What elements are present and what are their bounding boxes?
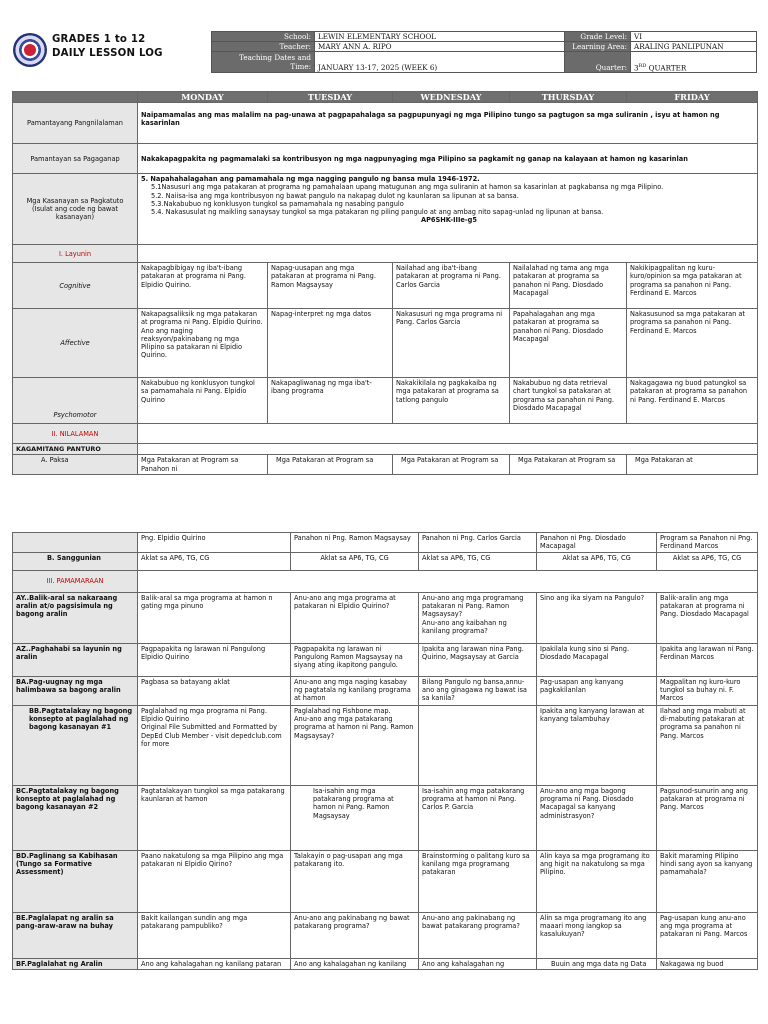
pagtatalakay2-monday: Pagtatalakayan tungkol sa mga patakarang kaunlaran at hamon xyxy=(138,786,291,851)
lesson-grid-page-1 xyxy=(12,91,758,475)
pagtatalakay2-thursday: Anu-ano ang mga bagong programa ni Pang. Diosdado Macapagal sa kanyang administrasyon? xyxy=(537,786,657,851)
teacher-label: Teacher: xyxy=(212,42,315,52)
day-tuesday: TUESDAY xyxy=(268,92,393,103)
affective-label: Affective xyxy=(13,309,138,378)
title-line-2: DAILY LESSON LOG xyxy=(52,48,163,59)
paksa-cont-monday: Png. Elpidio Quirino xyxy=(138,533,291,553)
row-paksa xyxy=(13,455,758,474)
pag-uugnay-friday: Magpalitan ng kuro-kuro tungkol sa buhay ni. F. Marcos xyxy=(657,677,758,706)
paghahabi-thursday: Ipakilala kung sino si Pang. Diosdado Macapagal xyxy=(537,644,657,677)
balik-aral-monday: Balik-aral sa mga programa at hamon n gating mga pinuno xyxy=(138,593,291,644)
row-paghahabi xyxy=(13,644,758,677)
balik-aral-thursday: Sino ang ika siyam na Pangulo? xyxy=(537,593,657,644)
paglinang-monday: Paano nakatulong sa mga Pilipino ang mga patakaran ni Elpidio Qirino? xyxy=(138,851,291,913)
row-balik-aral xyxy=(13,593,758,644)
cognitive-tuesday: Napag-uusapan ang mga patakaran at programa ni Pang. Ramon Magsaysay xyxy=(268,263,393,309)
cognitive-thursday: Nailalahad ng tama ang mga patakaran at programa sa panahon ni Pang. Diosdado Macapagal xyxy=(510,263,627,309)
row-pamantayan-sa-pagaganap xyxy=(13,144,758,174)
cognitive-monday: Nakapagbibigay ng iba't-ibang patakaran at programa ni Pang. Elpidio Quirino. xyxy=(138,263,268,309)
row-kagamitang xyxy=(13,444,758,455)
sanggunian-wednesday: Aklat sa AP6, TG, CG xyxy=(419,553,537,571)
affective-thursday: Papahalagahan ang mga patakaran at programa sa panahon ni Pang. Diosdado Macapagal xyxy=(510,309,627,378)
paksa-wednesday: Mga Patakaran at Program sa xyxy=(393,455,510,474)
row-paglinang xyxy=(13,851,758,913)
pp-label: Pamantayang Pangnilalaman xyxy=(13,103,138,144)
day-friday: FRIDAY xyxy=(627,92,758,103)
header-info-table xyxy=(211,31,757,73)
dates-value: JANUARY 13-17, 2025 (WEEK 6) xyxy=(315,52,565,73)
sanggunian-label: B. Sanggunian xyxy=(13,553,138,571)
school-label: School: xyxy=(212,32,315,42)
mk-content xyxy=(138,174,758,245)
affective-friday: Nakasusunod sa mga patakaran at programa sa panahon ni Pang. Ferdinand E. Marcos xyxy=(627,309,758,378)
row-paksa-continued xyxy=(13,533,758,553)
title-line-1: GRADES 1 to 12 xyxy=(52,34,146,45)
day-thursday: THURSDAY xyxy=(510,92,627,103)
layunin-label: I. Layunin xyxy=(13,245,138,263)
psychomotor-thursday: Nakabubuo ng data retrieval chart tungkol sa patakaran at programa sa panahon ni Pang. Diosdado Macapagal xyxy=(510,378,627,424)
row-label: BD.Paglinang sa Kabihasan (Tungo sa Formative Assessment) xyxy=(13,851,138,913)
row-sanggunian xyxy=(13,553,758,571)
row-nilalaman xyxy=(13,424,758,444)
row-label: BC.Pagtatalakay ng bagong konsepto at paglalahad ng bagong kasanayan #2 xyxy=(13,786,138,851)
affective-tuesday: Napag-interpret ng mga datos xyxy=(268,309,393,378)
area-value: ARALING PANLIPUNAN xyxy=(631,42,757,52)
paksa-cont-friday: Program sa Panahon ni Png. Ferdinand Marcos xyxy=(657,533,758,553)
mk-item: 5.1Nasusuri ang mga patakaran at programa ng pamahalaan upang matugunan ang mga suliranin at hamon sa kasarinlan at pagkabansa ng mga Pilipino. xyxy=(151,183,664,192)
nilalaman-blank xyxy=(138,424,758,444)
paksa-cont-wednesday: Panahon ni Png. Carlos Garcia xyxy=(419,533,537,553)
row-pagtatalakay-2 xyxy=(13,786,758,851)
page-two xyxy=(0,532,768,972)
sanggunian-tuesday: Aklat sa AP6, TG, CG xyxy=(291,553,419,571)
pag-uugnay-wednesday: Bilang Pangulo ng bansa,annu-ano ang ginagawa ng bawat isa sa kanila? xyxy=(419,677,537,706)
day-wednesday: WEDNESDAY xyxy=(393,92,510,103)
day-header-row xyxy=(13,92,758,103)
pamamaraan-label: III. PAMAMARAAN xyxy=(13,571,138,593)
paglinang-tuesday: Talakayin o pag-usapan ang mga patakarang ito. xyxy=(291,851,419,913)
mk-item: 5.4. Nakasusulat ng maikling sanaysay tungkol sa mga patakaran ng piling pangulo at ang ambag nito sapag-unlad ng lipunan at bansa. xyxy=(151,208,604,217)
kagamitang-blank xyxy=(138,444,758,455)
sanggunian-monday: Aklat sa AP6, TG, CG xyxy=(138,553,291,571)
psychomotor-label: Psychomotor xyxy=(13,378,138,424)
affective-monday: Nakapagsaliksik ng mga patakaran at programa ni Pang. Elpidio Quirino. Ano ang naging reaksyon/pakinabang ng mga Pilipino sa patakaran ni Elpidio Quirino. xyxy=(138,309,268,378)
paksa-cont-label-blank xyxy=(13,533,138,553)
page-one xyxy=(0,0,768,492)
mk-item: 5.3.Nakabubuo ng konklusyon tungkol sa pamamahala ng nasabing pangulo xyxy=(151,199,404,208)
pagtatalakay2-wednesday: Isa-isahin ang mga patakarang programa at hamon ni Pang. Carlos P. Garcia xyxy=(419,786,537,851)
grade-value: VI xyxy=(631,32,757,42)
pagtatalakay1-thursday: Ipakita ang kanyang larawan at kanyang talambuhay xyxy=(537,706,657,786)
cognitive-wednesday: Nailahad ang iba't-ibang patakaran at programa ni Pang. Carlos Garcia xyxy=(393,263,510,309)
row-affective xyxy=(13,309,758,378)
paglinang-wednesday: Brainstorming o palitang kuro sa kanilang mga programang patakaran xyxy=(419,851,537,913)
paglalahat-wednesday: Ano ang kahalagahan ng xyxy=(419,959,537,970)
deped-seal-icon xyxy=(13,33,47,67)
paglalapat-wednesday: Anu-ano ang pakinabang ng bawat patakarang programa? xyxy=(419,913,537,959)
header-title xyxy=(52,33,163,61)
row-label: BF.Paglalahat ng Aralin xyxy=(13,959,138,970)
row-mga-kasanayan xyxy=(13,174,758,245)
paksa-monday: Mga Patakaran at Program sa Panahon ni xyxy=(138,455,268,474)
quarter-number: 3 xyxy=(634,63,639,72)
page-gap xyxy=(0,492,768,532)
row-paglalapat xyxy=(13,913,758,959)
row-pagtatalakay-1 xyxy=(13,706,758,786)
paglalahat-friday: Nakagawa ng buod xyxy=(657,959,758,970)
paglalahat-tuesday: Ano ang kahalagahan ng kanilang xyxy=(291,959,419,970)
mk-label: Mga Kasanayan sa Pagkatuto (Isulat ang code ng bawat kasanayan) xyxy=(13,174,138,245)
pag-uugnay-thursday: Pag-usapan ang kanyang pagkakilanlan xyxy=(537,677,657,706)
quarter-label: Quarter: xyxy=(565,52,631,73)
ps-text: Nakakapagpakita ng pagmamalaki sa kontribusyon ng mga nagpunyaging mga Pilipino sa pagkamit ng ganap na kalayaan at hamon ng kasarinlan xyxy=(138,144,758,174)
quarter-value xyxy=(631,52,757,73)
psychomotor-monday: Nakabubuo ng konklusyon tungkol sa pamamahala ni Pang. Elpidio Quirino xyxy=(138,378,268,424)
quarter-word: QUARTER xyxy=(646,63,687,72)
dates-label xyxy=(212,52,315,73)
paglinang-thursday: Alin kaya sa mga programang ito ang higit na nakatulong sa mga Pilipino. xyxy=(537,851,657,913)
sanggunian-thursday: Aklat sa AP6, TG, CG xyxy=(537,553,657,571)
paglalapat-thursday: Alin sa mga programang ito ang maaari mong iangkop sa kasalukuyan? xyxy=(537,913,657,959)
mk-code: AP6SHK-IIIe-g5 xyxy=(421,216,477,225)
pag-uugnay-monday: Pagbasa sa batayang aklat xyxy=(138,677,291,706)
paglinang-friday: Bakit maraming Pilipino hindi sang ayon sa kanyang pamamahala? xyxy=(657,851,758,913)
balik-aral-tuesday: Anu-ano ang mga programa at patakaran ni Elpidio Quirino? xyxy=(291,593,419,644)
paksa-cont-tuesday: Panahon ni Png. Ramon Magsaysay xyxy=(291,533,419,553)
paglalahat-monday: Ano ang kahalagahan ng kanilang pataran xyxy=(138,959,291,970)
sanggunian-friday: Aklat sa AP6, TG, CG xyxy=(657,553,758,571)
affective-wednesday: Nakasusuri ng mga programa ni Pang. Carlos Garcia xyxy=(393,309,510,378)
ps-label: Pamantayan sa Pagaganap xyxy=(13,144,138,174)
cognitive-friday: Nakikipagpalitan ng kuru-kuro/opinion sa mga patakaran at programa sa panahon ni Pang. Ferdinand E. Marcos xyxy=(627,263,758,309)
row-paglalahat xyxy=(13,959,758,970)
paglalahat-thursday: Buuin ang mga data ng Data xyxy=(537,959,657,970)
grade-label: Grade Level: xyxy=(565,32,631,42)
row-pamamaraan xyxy=(13,571,758,593)
pagtatalakay2-tuesday: Isa-isahin ang mga patakarang programa at hamon ni Pang. Ramon Magsaysay xyxy=(291,786,419,851)
row-label: BB.Pagtatalakay ng bagong konsepto at paglalahad ng bagong kasanayan #1 xyxy=(13,706,138,786)
psychomotor-wednesday: Nakakikilala ng pagkakaiba ng mga patakaran at programa sa tatlong pangulo xyxy=(393,378,510,424)
cognitive-label: Cognitive xyxy=(13,263,138,309)
mk-item: 5.2. Naiisa-isa ang mga kontribusyon ng bawat pangulo na nakapag dulot ng kaunlaran sa lipunan at sa bansa. xyxy=(151,191,519,200)
pagtatalakay1-wednesday xyxy=(419,706,537,786)
row-label: AY..Balik-aral sa nakaraang aralin at/o pagsisimula ng bagong aralin xyxy=(13,593,138,644)
row-pamantayang-pangnilalaman xyxy=(13,103,758,144)
balik-aral-friday: Balik-aralin ang mga patakaran at programa ni Pang. Diosdado Macapagal xyxy=(657,593,758,644)
row-psychomotor xyxy=(13,378,758,424)
school-value: LEWIN ELEMENTARY SCHOOL xyxy=(315,32,565,42)
row-pag-uugnay xyxy=(13,677,758,706)
paksa-cont-thursday: Panahon ni Png. Diosdado Macapagal xyxy=(537,533,657,553)
psychomotor-tuesday: Nakapagliwanag ng mga iba't-ibang programa xyxy=(268,378,393,424)
quarter-sup: RD xyxy=(638,62,647,69)
pagtatalakay1-tuesday: Paglalahad ng Fishbone map. Anu-ano ang mga patakarang programa at hamon ni Pang. Ramon Magsaysay? xyxy=(291,706,419,786)
paghahabi-monday: Pagpapakita ng larawan ni Pangulong Elpidio Quirino xyxy=(138,644,291,677)
paksa-thursday: Mga Patakaran at Program sa xyxy=(510,455,627,474)
row-layunin xyxy=(13,245,758,263)
paksa-friday: Mga Patakaran at xyxy=(627,455,758,474)
row-label: BA.Pag-uugnay ng mga halimbawa sa bagong aralin xyxy=(13,677,138,706)
lesson-grid-page-2 xyxy=(12,532,758,970)
paghahabi-tuesday: Pagpapakita ng larawan ni Pangulong Ramon Magsaysay na siyang ating ikapitong pangulo. xyxy=(291,644,419,677)
dates-label-line-2: Time: xyxy=(290,62,311,71)
kagamitang-label: KAGAMITANG PANTURO xyxy=(13,444,138,455)
pagtatalakay1-friday: Ilahad ang mga mabuti at di-mabuting patakaran at programa sa panahon ni Pang. Marcos xyxy=(657,706,758,786)
pamamaraan-blank xyxy=(138,571,758,593)
pagtatalakay2-friday: Pagsunod-sunurin ang ang patakaran at programa ni Pang. Marcos xyxy=(657,786,758,851)
mk-main: 5. Napahahalagahan ang pamamahala ng mga nagging pangulo ng bansa mula 1946-1972. xyxy=(141,175,480,184)
day-monday: MONDAY xyxy=(138,92,268,103)
pag-uugnay-tuesday: Anu-ano ang mga naging kasabay ng pagtatala ng kanilang programa at hamon xyxy=(291,677,419,706)
paksa-label: A. Paksa xyxy=(13,455,138,474)
row-label: BE.Paglalapat ng aralin sa pang-araw-araw na buhay xyxy=(13,913,138,959)
pp-text: Naipamamalas ang mas malalim na pag-unawa at pagpapahalaga sa pagpupunyagi ng mga Pilipino tungo sa pagtugon sa mga suliranin , isyu at hamon ng kasarinlan xyxy=(138,103,758,144)
paglalapat-friday: Pag-usapan kung anu-ano ang mga programa at patakaran ni Pang. Marcos xyxy=(657,913,758,959)
paksa-tuesday: Mga Patakaran at Program sa xyxy=(268,455,393,474)
layunin-blank xyxy=(138,245,758,263)
paglalapat-tuesday: Anu-ano ang pakinabang ng bawat patakarang programa? xyxy=(291,913,419,959)
nilalaman-label: II. NILALAMAN xyxy=(13,424,138,444)
teacher-value: MARY ANN A. RIPO xyxy=(315,42,565,52)
paghahabi-wednesday: Ipakita ang larawan nina Pang. Quirino, Magsaysay at Garcia xyxy=(419,644,537,677)
paglalapat-monday: Bakit kailangan sundin ang mga patakarang pampubliko? xyxy=(138,913,291,959)
area-label: Learning Area: xyxy=(565,42,631,52)
balik-aral-wednesday: Anu-ano ang mga programang patakaran ni Pang. Ramon Magsaysay? Anu-ano ang kaibahan ng kanilang programa? xyxy=(419,593,537,644)
dates-label-line-1: Teaching Dates and xyxy=(239,53,311,62)
pagtatalakay1-monday: Paglalahad ng mga programa ni Pang. Elpidio Quirino Original File Submitted and Formatted by DepEd Club Member - visit depedclub.com for more xyxy=(138,706,291,786)
row-label: AZ..Paghahabi sa layunin ng aralin xyxy=(13,644,138,677)
day-header-blank xyxy=(13,92,138,103)
psychomotor-friday: Nakagagawa ng buod patungkol sa patakaran at programa sa panahon ni Pang. Ferdinand E. Marcos xyxy=(627,378,758,424)
row-cognitive xyxy=(13,263,758,309)
paghahabi-friday: Ipakita ang larawan ni Pang. Ferdinan Marcos xyxy=(657,644,758,677)
